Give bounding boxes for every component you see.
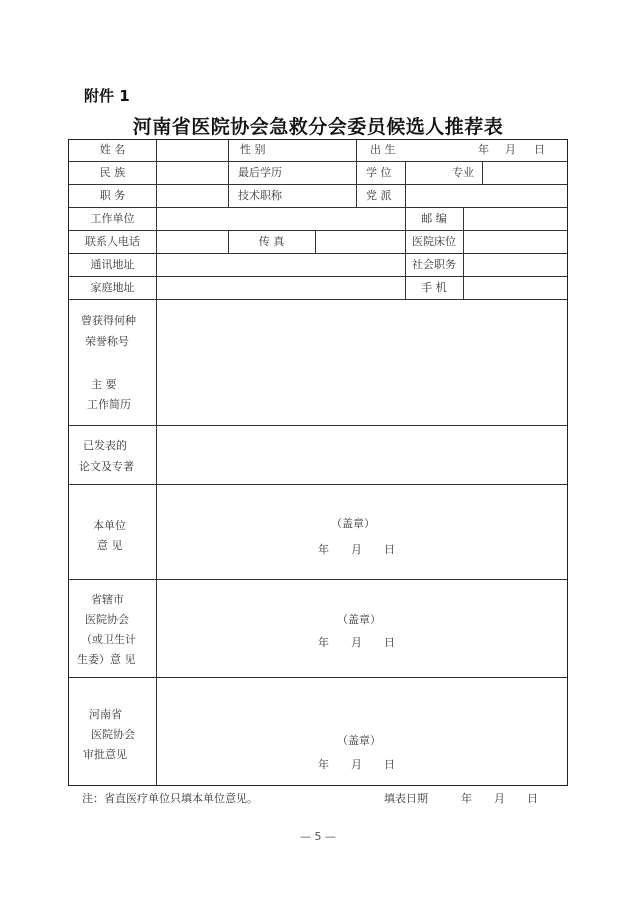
unit-seal-text: （盖章） bbox=[331, 517, 375, 530]
row-divider bbox=[69, 161, 567, 162]
row-divider bbox=[69, 230, 567, 231]
workplace-label: 工作单位 bbox=[90, 212, 135, 225]
province-date-text: 年 月 日 bbox=[318, 758, 395, 771]
column-divider bbox=[463, 207, 464, 299]
address-label: 通讯地址 bbox=[90, 258, 135, 271]
phone-label: 联系人电话 bbox=[85, 235, 140, 248]
province-label-line2: 医院协会 bbox=[91, 728, 135, 741]
attachment-label: 附件 1 bbox=[84, 87, 130, 105]
row-divider bbox=[69, 677, 567, 678]
hospital-beds-label: 医院床位 bbox=[412, 235, 456, 248]
resume-label-line1: 主 要 bbox=[91, 378, 117, 391]
province-label-line1: 河南省 bbox=[89, 708, 122, 721]
degree-label: 学 位 bbox=[366, 166, 392, 179]
province-seal-text: （盖章） bbox=[337, 734, 381, 747]
column-divider bbox=[228, 140, 229, 161]
column-divider bbox=[356, 161, 357, 207]
column-divider bbox=[405, 161, 406, 207]
unit-date-text: 年 月 日 bbox=[318, 543, 395, 556]
row-divider bbox=[69, 184, 567, 185]
gender-label: 性 别 bbox=[240, 143, 266, 156]
column-divider bbox=[228, 161, 229, 207]
province-label-line3: 审批意见 bbox=[83, 748, 127, 761]
honors-label-line1: 曾获得何种 bbox=[81, 314, 136, 327]
position-label: 职 务 bbox=[99, 189, 126, 202]
birth-month-label: 月 bbox=[505, 143, 516, 156]
papers-label-line2: 论文及专著 bbox=[79, 460, 134, 473]
major-label: 专业 bbox=[452, 166, 474, 179]
birth-label: 出 生 bbox=[370, 143, 396, 156]
city-label-line1: 省辖市 bbox=[91, 593, 124, 606]
column-divider bbox=[482, 161, 483, 184]
page-number: — 5 — bbox=[300, 830, 336, 843]
tech-title-label: 技术职称 bbox=[238, 189, 282, 202]
ethnicity-label: 民 族 bbox=[99, 166, 126, 179]
unit-opinion-label-line1: 本单位 bbox=[93, 519, 126, 532]
honors-label-line2: 荣誉称号 bbox=[85, 335, 129, 348]
form-title: 河南省医院协会急救分会委员候选人推荐表 bbox=[132, 116, 504, 138]
row-divider bbox=[69, 253, 567, 254]
birth-day-label: 日 bbox=[534, 143, 545, 156]
fill-date: 填表日期 年 月 日 bbox=[384, 792, 538, 805]
education-label: 最后学历 bbox=[238, 166, 282, 179]
row-divider bbox=[69, 425, 567, 426]
name-label: 姓 名 bbox=[99, 143, 126, 156]
resume-label-line2: 工作简历 bbox=[87, 398, 131, 411]
column-divider bbox=[156, 140, 157, 786]
postcode-label: 邮 编 bbox=[421, 212, 447, 225]
birth-year-label: 年 bbox=[478, 143, 489, 156]
papers-label-line1: 已发表的 bbox=[83, 439, 127, 452]
row-divider bbox=[69, 299, 567, 300]
column-divider bbox=[315, 230, 316, 253]
column-divider bbox=[356, 140, 357, 161]
city-label-line4: 生委）意 见 bbox=[77, 653, 136, 666]
unit-opinion-label-line2: 意 见 bbox=[97, 539, 123, 552]
home-address-label: 家庭地址 bbox=[90, 281, 135, 294]
city-label-line3: （或卫生计 bbox=[81, 633, 136, 646]
row-divider bbox=[69, 207, 567, 208]
fax-label: 传 真 bbox=[258, 235, 285, 248]
row-divider bbox=[69, 579, 567, 580]
social-post-label: 社会职务 bbox=[412, 258, 456, 271]
city-date-text: 年 月 日 bbox=[318, 636, 395, 649]
party-label: 党 派 bbox=[366, 189, 392, 202]
city-seal-text: （盖章） bbox=[337, 613, 381, 626]
recommendation-table bbox=[68, 139, 568, 786]
row-divider bbox=[69, 484, 567, 485]
city-label-line2: 医院协会 bbox=[85, 613, 129, 626]
row-divider bbox=[69, 276, 567, 277]
mobile-label: 手 机 bbox=[421, 281, 447, 294]
footnote: 注：省直医疗单位只填本单位意见。 bbox=[82, 792, 258, 805]
